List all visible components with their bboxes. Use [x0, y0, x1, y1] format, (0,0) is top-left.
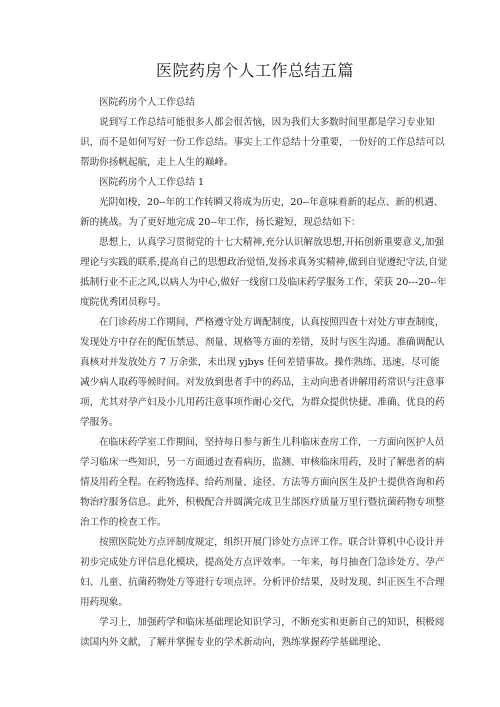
body-paragraph: 光阴如梭，20--年的工作转瞬又将成为历史，20--年意味着新的起点、新的机遇、新的挑战。为了更好地完成 20--年工作，扬长避短，现总结如下：	[80, 197, 444, 228]
intro-paragraph: 说到写工作总结可能很多人都会很苦恼，因为我们大多数时间里都是学习专业知识，而不是如何写好一份工作总结。事实上工作总结十分重要，一份好的工作总结可以帮助你扬帆起航，走上人生的巅峰。	[80, 117, 445, 168]
body-paragraph: 在临床药学室工作期间，坚持每日参与新生儿科临床查房工作，一方面向医护人员学习临床一些知识，另一方面通过查看病历，监测、审核临床用药，及时了解患者的病情及用药全程。在药物选择、给药剂量、途径、方法等方面向医生及护士提供咨询和药物治疗服务信息。此外，积极配合并圆满完成卫生部医疗质量万里行暨抗菌药物专项整治工作的检查工作。	[80, 437, 445, 528]
body-paragraph: 思想上，认真学习贯彻党的十七大精神,充分认识解放思想,开拓创新重要意义,加强理论与实践的联系,提高自己的思想政治觉悟,发扬求真务实精神,做到自觉遵纪守法,自觉抵制行业不正之风,以病人为中心,做好一线窗口及临床药学服务工作，荣获 20---20--年度院优秀团员称号。	[80, 237, 448, 308]
body-paragraph: 在门诊药房工作期间，严格遵守处方调配制度，认真按照四查十对处方审查制度，发现处方中存在的配伍禁忌、剂量、规格等方面的差错，及时与医生沟通。准确调配认真核对并发放处方 7 万余张，未出现 yjbys 任何差错事故。操作熟练、迅速，尽可能减少病人取药等候时间。对发放到患者手中的药品，主动向患者讲解用药常识与注意事项，尤其对孕产妇及小儿用药注意事项作耐心交代，为群众提供快捷、准确、优良的药学服务。	[80, 317, 445, 428]
document-subtitle: 医院药房个人工作总结	[99, 97, 195, 108]
body-paragraph: 学习上，加强药学和临床基础理论知识学习，不断充实和更新自己的知识，积极阅读国内外文献，了解并掌握专业的学术新动向，熟练掌握药学基础理论、	[80, 617, 445, 648]
body-paragraph: 按照医院处方点评制度规定，组织开展门诊处方点评工作。联合计算机中心设计并初步完成处方评信息化模块，提高处方点评效率。一年来，每月抽查门急诊处方、孕产妇、儿童、抗菌药物处方等进行专项点评。分析评价结果，及时发现、纠正医生不合理用药现象。	[80, 537, 445, 608]
section-heading: 医院药房个人工作总结 1	[99, 177, 205, 188]
document-title: 医院药房个人工作总结五篇	[155, 61, 354, 80]
